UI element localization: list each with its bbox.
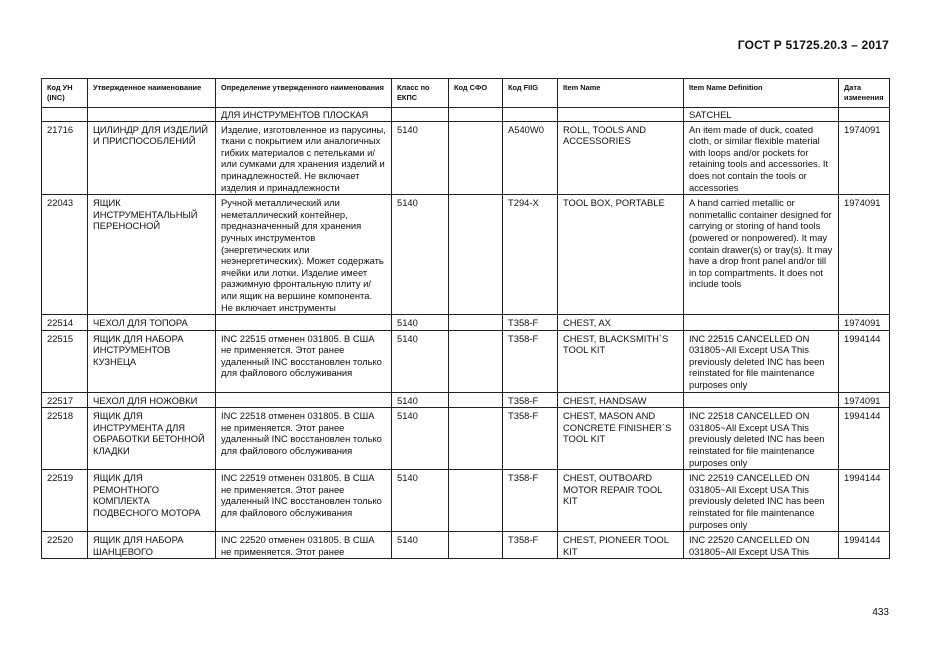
- cell-class: 5140: [392, 315, 449, 331]
- cell-class: 5140: [392, 330, 449, 392]
- col-header-fiig: Код FIIG: [503, 79, 558, 108]
- cell-sfo: [449, 315, 503, 331]
- inc-table: [41, 78, 890, 559]
- cell-definition: INC 22520 отменен 031805. В США не применяется. Этот ранее: [216, 532, 392, 559]
- table-row: [42, 392, 890, 408]
- cell-sfo: [449, 408, 503, 470]
- cell-sfo: [449, 392, 503, 408]
- cell-date: 1994144: [839, 470, 890, 532]
- cell-inc: 21716: [42, 121, 88, 195]
- cell-name: ЧЕХОЛ ДЛЯ ТОПОРА: [88, 315, 216, 331]
- cell-sfo: [449, 121, 503, 195]
- cell-item-name: ROLL, TOOLS AND ACCESSORIES: [558, 121, 684, 195]
- cell-inc: 22517: [42, 392, 88, 408]
- cell-class: 5140: [392, 470, 449, 532]
- cell-sfo: [449, 195, 503, 315]
- col-header-sfo: Код СФО: [449, 79, 503, 108]
- cell-item-name: CHEST, PIONEER TOOL KIT: [558, 532, 684, 559]
- col-header-item-def: Item Name Definition: [684, 79, 839, 108]
- header-row: [42, 79, 890, 108]
- cell-item-name: CHEST, OUTBOARD MOTOR REPAIR TOOL KIT: [558, 470, 684, 532]
- cell-definition: INC 22519 отменен 031805. В США не применяется. Этот ранее удаленный INC восстановлен только для файлового обслуживания: [216, 470, 392, 532]
- cell-fiig: T294-X: [503, 195, 558, 315]
- cell-item-def: INC 22515 CANCELLED ON 031805~All Except USA This previously deleted INC has been reinstated for file maintenance purposes only: [684, 330, 839, 392]
- cell-definition: [216, 315, 392, 331]
- cell-item-def: A hand carried metallic or nonmetallic container designed for carrying or storing of hand tools (powered or nonpowered). It may contain drawer(s) or tray(s). It may have a drop front panel and/or till in top compartments. It does not include tools: [684, 195, 839, 315]
- cell-date: 1974091: [839, 315, 890, 331]
- cell-definition: Изделие, изготовленное из парусины, ткани с покрытием или аналогичных гибких материалов с петельками и/или сумками для хранения изделий и принадлежностей. Не включает изделия и принадлежности: [216, 121, 392, 195]
- table-row: [42, 121, 890, 195]
- cell-name: ЯЩИК ДЛЯ ИНСТРУМЕНТА ДЛЯ ОБРАБОТКИ БЕТОННОЙ КЛАДКИ: [88, 408, 216, 470]
- continuation-row: [42, 108, 890, 122]
- cell-item-name: CHEST, AX: [558, 315, 684, 331]
- cell-fiig: T358-F: [503, 330, 558, 392]
- cell-inc: 22514: [42, 315, 88, 331]
- cell-class: 5140: [392, 121, 449, 195]
- col-header-inc: Код УН (INC): [42, 79, 88, 108]
- cell-inc: 22043: [42, 195, 88, 315]
- col-header-definition: Определение утвержденного наименования: [216, 79, 392, 108]
- table-row: [42, 195, 890, 315]
- table-row: [42, 315, 890, 331]
- cell-item-def: INC 22518 CANCELLED ON 031805~All Except USA This previously deleted INC has been reinstated for file maintenance purposes only: [684, 408, 839, 470]
- cell-class: 5140: [392, 408, 449, 470]
- cell-class: 5140: [392, 532, 449, 559]
- cell-date: 1994144: [839, 532, 890, 559]
- cell-item-name: CHEST, HANDSAW: [558, 392, 684, 408]
- cell-name: ЯЩИК ДЛЯ НАБОРА ШАНЦЕВОГО: [88, 532, 216, 559]
- cell-inc: 22520: [42, 532, 88, 559]
- cell-sfo: [449, 330, 503, 392]
- col-header-date: Дата изменения: [839, 79, 890, 108]
- cell-sfo: [449, 470, 503, 532]
- cell-inc: 22519: [42, 470, 88, 532]
- cell-item-def: An item made of duck, coated cloth, or similar flexible material with loops and/or pockets for retaining tools and accessories. It does not contain the tools or accessories: [684, 121, 839, 195]
- cell-item-def: INC 22519 CANCELLED ON 031805~All Except USA This previously deleted INC has been reinstated for file maintenance purposes only: [684, 470, 839, 532]
- cell-item-name: TOOL BOX, PORTABLE: [558, 195, 684, 315]
- cell-item-def: [684, 392, 839, 408]
- cell-date: 1974091: [839, 195, 890, 315]
- col-header-name: Утвержденное наименование: [88, 79, 216, 108]
- cell-inc: 22518: [42, 408, 88, 470]
- col-header-item-name: Item Name: [558, 79, 684, 108]
- continuation-item-definition: SATCHEL: [684, 108, 839, 122]
- page-number: 433: [872, 607, 889, 618]
- cell-date: 1994144: [839, 408, 890, 470]
- document-title: ГОСТ Р 51725.20.3 – 2017: [737, 38, 889, 52]
- cell-definition: INC 22518 отменен 031805. В США не применяется. Этот ранее удаленный INC восстановлен только для файлового обслуживания: [216, 408, 392, 470]
- cell-fiig: T358-F: [503, 532, 558, 559]
- cell-class: 5140: [392, 392, 449, 408]
- cell-fiig: T358-F: [503, 315, 558, 331]
- cell-date: 1994144: [839, 330, 890, 392]
- cell-definition: Ручной металлический или неметаллический контейнер, предназначенный для хранения ручных инструментов (энергетических или неэнергетических). Может содержать ячейки или лотки. Изделие имеет разжимную фронтальную плиту и/или ящик на вершине компонента. Не включает инструменты: [216, 195, 392, 315]
- cell-date: 1974091: [839, 392, 890, 408]
- cell-sfo: [449, 532, 503, 559]
- cell-fiig: A540W0: [503, 121, 558, 195]
- cell-name: ЯЩИК ДЛЯ НАБОРА ИНСТРУМЕНТОВ КУЗНЕЦА: [88, 330, 216, 392]
- table-row: [42, 532, 890, 559]
- table-row: [42, 408, 890, 470]
- cell-inc: 22515: [42, 330, 88, 392]
- col-header-class: Класс по ЕКПС: [392, 79, 449, 108]
- cell-fiig: T358-F: [503, 408, 558, 470]
- cell-name: ЯЩИК ДЛЯ РЕМОНТНОГО КОМПЛЕКТА ПОДВЕСНОГО МОТОРА: [88, 470, 216, 532]
- table-row: [42, 330, 890, 392]
- cell-name: ЯЩИК ИНСТРУМЕНТАЛЬНЫЙ ПЕРЕНОСНОЙ: [88, 195, 216, 315]
- continuation-definition: ДЛЯ ИНСТРУМЕНТОВ ПЛОСКАЯ: [216, 108, 392, 122]
- cell-item-name: CHEST, MASON AND CONCRETE FINISHER`S TOOL KIT: [558, 408, 684, 470]
- cell-item-def: [684, 315, 839, 331]
- cell-fiig: T358-F: [503, 392, 558, 408]
- cell-item-def: INC 22520 CANCELLED ON 031805~All Except USA This: [684, 532, 839, 559]
- cell-definition: INC 22515 отменен 031805. В США не применяется. Этот ранее удаленный INC восстановлен только для файлового обслуживания: [216, 330, 392, 392]
- cell-name: ЦИЛИНДР ДЛЯ ИЗДЕЛИЙ И ПРИСПОСОБЛЕНИЙ: [88, 121, 216, 195]
- cell-fiig: T358-F: [503, 470, 558, 532]
- cell-class: 5140: [392, 195, 449, 315]
- cell-date: 1974091: [839, 121, 890, 195]
- cell-definition: [216, 392, 392, 408]
- cell-item-name: CHEST, BLACKSMITH`S TOOL KIT: [558, 330, 684, 392]
- table-row: [42, 470, 890, 532]
- cell-name: ЧЕХОЛ ДЛЯ НОЖОВКИ: [88, 392, 216, 408]
